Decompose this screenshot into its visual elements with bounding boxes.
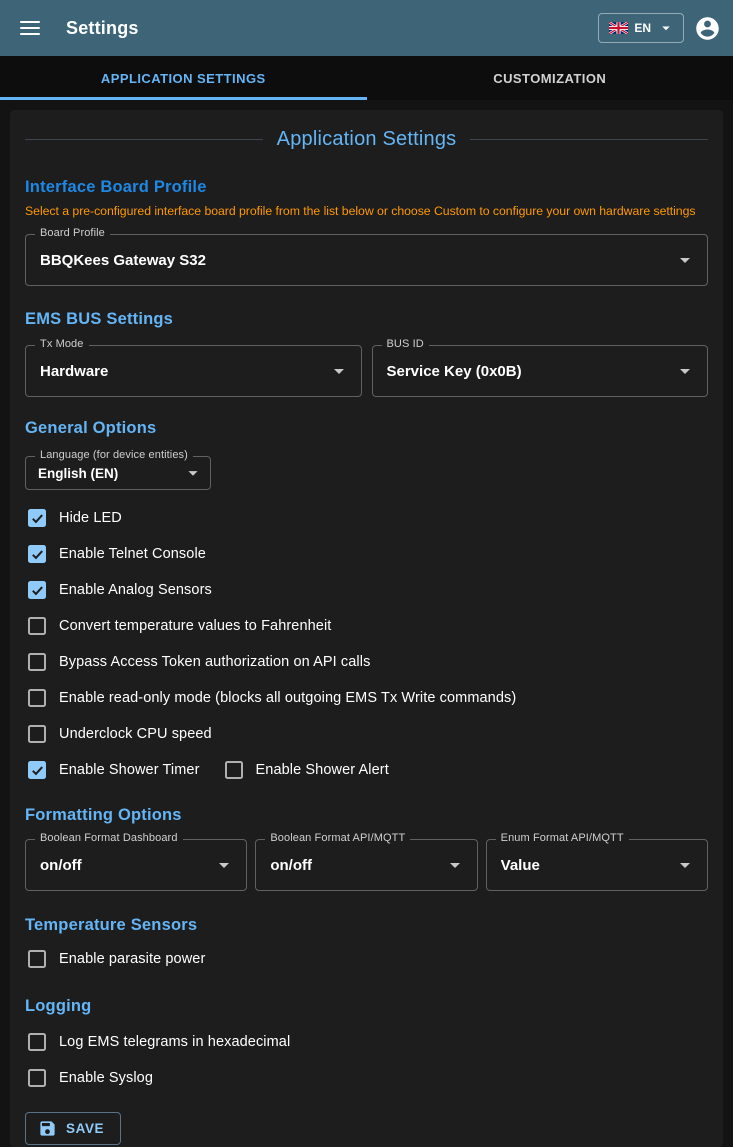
checkbox-label: Underclock CPU speed [59, 726, 212, 742]
language-selector[interactable] [598, 13, 684, 43]
select-value: BBQKees Gateway S32 [40, 252, 673, 269]
checkbox-label: Enable Telnet Console [59, 546, 206, 562]
select-label: Enum Format API/MQTT [496, 832, 629, 844]
checkbox-icon [28, 653, 46, 671]
hamburger-menu-icon[interactable] [14, 12, 46, 44]
checkbox-bypass-token[interactable] [25, 644, 708, 680]
tab-application-settings[interactable]: APPLICATION SETTINGS [0, 56, 367, 100]
checkbox-enable-syslog[interactable] [25, 1060, 708, 1096]
save-button[interactable] [25, 1112, 121, 1145]
select-value: Hardware [40, 363, 327, 380]
select-label: BUS ID [382, 338, 429, 350]
enum-format-api-select[interactable] [486, 839, 708, 891]
checkbox-icon [28, 689, 46, 707]
checkbox-icon [28, 509, 46, 527]
checkbox-label: Enable Syslog [59, 1070, 153, 1086]
language-code: EN [634, 21, 651, 35]
checkbox-hide-led[interactable] [25, 500, 708, 536]
checkbox-label: Enable read-only mode (blocks all outgoing EMS Tx Write commands) [59, 690, 516, 706]
section-heading-board-profile: Interface Board Profile [25, 178, 708, 197]
select-label: Tx Mode [35, 338, 89, 350]
select-label: Language (for device entities) [35, 449, 193, 461]
checkbox-shower-timer[interactable] [25, 752, 200, 788]
checkbox-label: Convert temperature values to Fahrenheit [59, 618, 331, 634]
checkbox-icon [28, 1069, 46, 1087]
checkbox-icon [28, 950, 46, 968]
checkbox-parasite-power[interactable] [25, 941, 708, 977]
chevron-down-icon [212, 853, 236, 877]
account-avatar-icon[interactable] [694, 15, 721, 42]
checkbox-log-hex[interactable] [25, 1024, 708, 1060]
checkbox-label: Enable Shower Alert [256, 762, 389, 778]
select-value: on/off [270, 857, 442, 874]
select-label: Boolean Format API/MQTT [265, 832, 410, 844]
checkbox-icon [225, 761, 243, 779]
select-label: Boolean Format Dashboard [35, 832, 183, 844]
app-bar [0, 0, 733, 56]
checkbox-shower-alert[interactable] [222, 752, 389, 788]
chevron-down-icon [657, 19, 675, 37]
section-heading-logging: Logging [25, 997, 708, 1016]
checkbox-icon [28, 1033, 46, 1051]
active-tab-indicator [0, 97, 367, 100]
section-heading-general: General Options [25, 419, 708, 438]
chevron-down-icon [182, 462, 204, 484]
select-value: Value [501, 857, 673, 874]
checkbox-underclock-cpu[interactable] [25, 716, 708, 752]
board-profile-note: Select a pre-configured interface board profile from the list below or choose Custom to configure your own hardware settings [25, 204, 708, 218]
select-value: English (EN) [38, 466, 182, 481]
save-button-label: SAVE [66, 1121, 104, 1136]
checkbox-icon [28, 725, 46, 743]
tx-mode-select[interactable] [25, 345, 362, 397]
select-label: Board Profile [35, 227, 110, 239]
checkbox-icon [28, 581, 46, 599]
app-title: Settings [66, 18, 139, 39]
checkbox-analog-sensors[interactable] [25, 572, 708, 608]
page-title: Application Settings [263, 128, 471, 151]
section-heading-temperature: Temperature Sensors [25, 916, 708, 935]
chevron-down-icon [443, 853, 467, 877]
chevron-down-icon [673, 853, 697, 877]
tab-bar [0, 56, 733, 100]
language-entities-select[interactable] [25, 456, 211, 490]
bus-id-select[interactable] [372, 345, 709, 397]
select-value: on/off [40, 857, 212, 874]
checkbox-label: Enable Analog Sensors [59, 582, 212, 598]
checkbox-label: Enable Shower Timer [59, 762, 200, 778]
checkbox-icon [28, 545, 46, 563]
select-value: Service Key (0x0B) [387, 363, 674, 380]
save-floppy-icon [38, 1119, 57, 1138]
settings-card [10, 110, 723, 1147]
checkbox-readonly-mode[interactable] [25, 680, 708, 716]
boolean-format-api-select[interactable] [255, 839, 477, 891]
chevron-down-icon [673, 359, 697, 383]
checkbox-icon [28, 617, 46, 635]
checkbox-label: Enable parasite power [59, 951, 205, 967]
board-profile-select[interactable] [25, 234, 708, 286]
boolean-format-dashboard-select[interactable] [25, 839, 247, 891]
chevron-down-icon [673, 248, 697, 272]
section-heading-ems-bus: EMS BUS Settings [25, 310, 708, 329]
section-heading-formatting: Formatting Options [25, 806, 708, 825]
checkbox-label: Hide LED [59, 510, 122, 526]
uk-flag-icon [609, 22, 628, 34]
tab-customization[interactable]: CUSTOMIZATION [367, 56, 733, 100]
checkbox-label: Log EMS telegrams in hexadecimal [59, 1034, 290, 1050]
checkbox-label: Bypass Access Token authorization on API calls [59, 654, 370, 670]
page-title-divider [25, 126, 708, 152]
chevron-down-icon [327, 359, 351, 383]
checkbox-icon [28, 761, 46, 779]
checkbox-fahrenheit[interactable] [25, 608, 708, 644]
checkbox-telnet[interactable] [25, 536, 708, 572]
